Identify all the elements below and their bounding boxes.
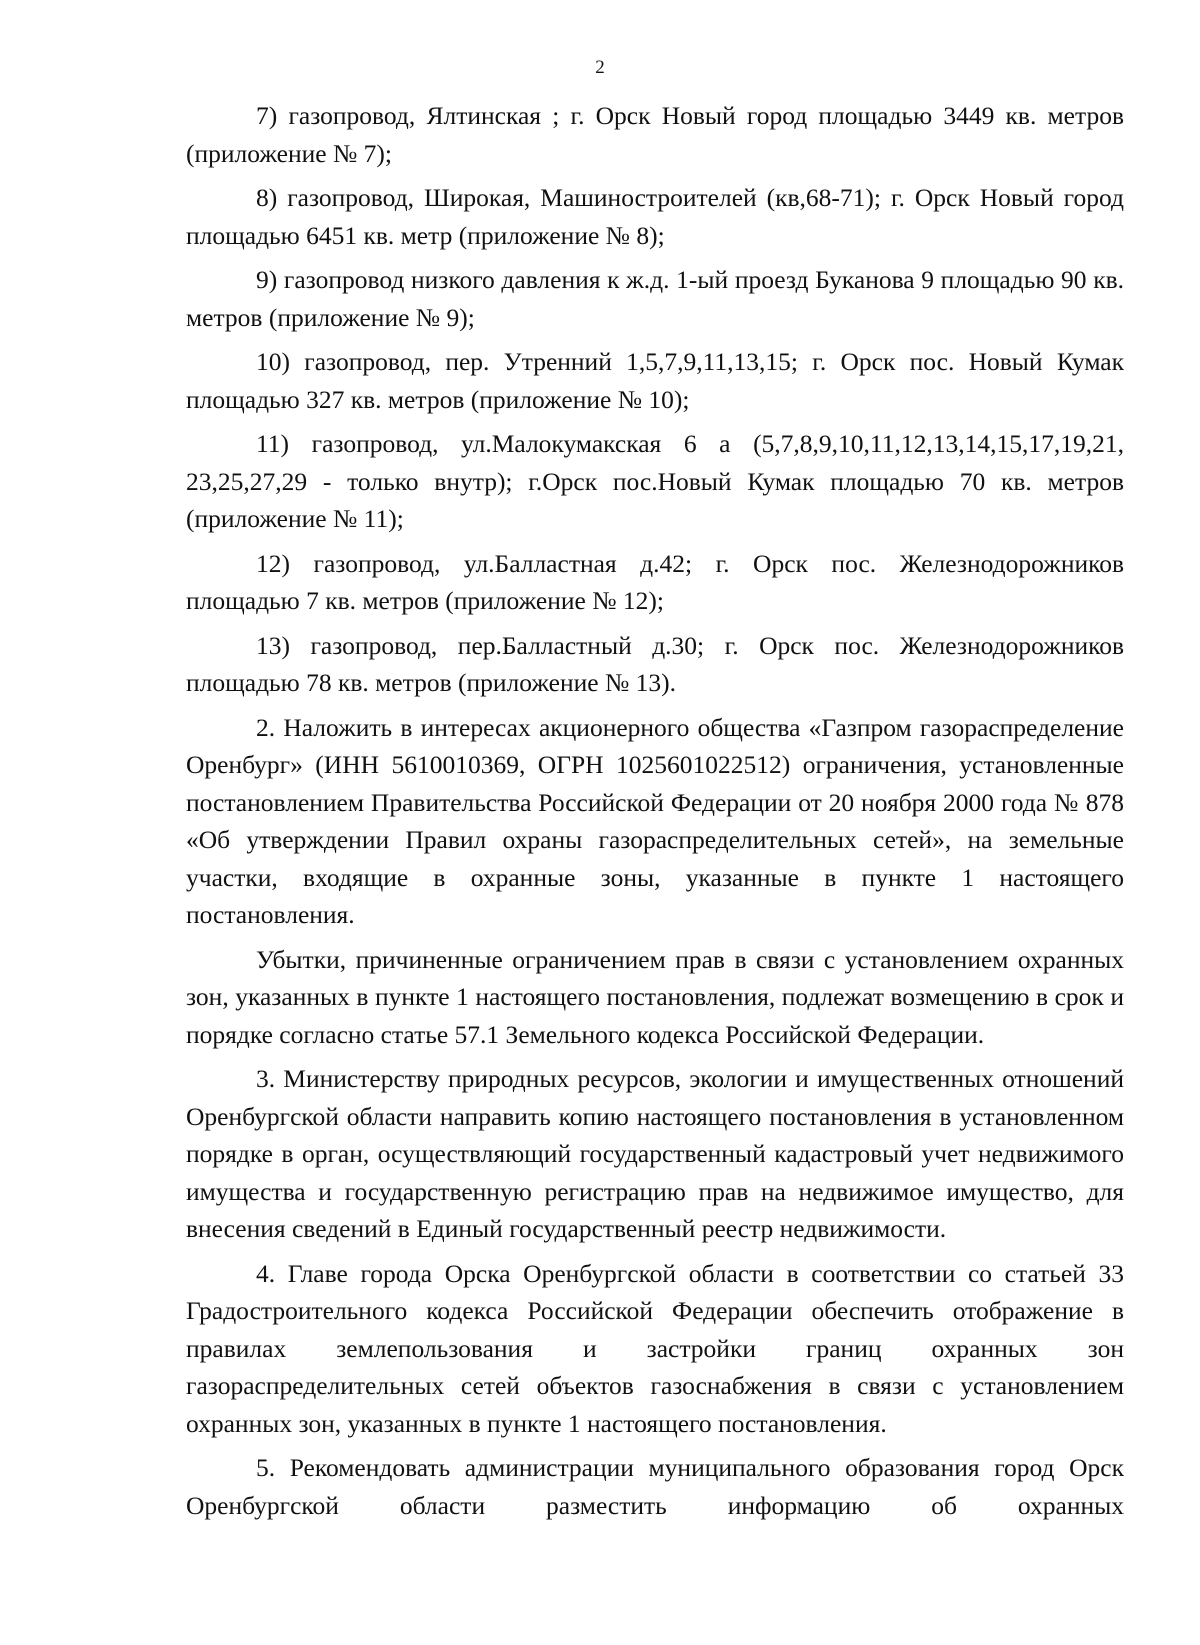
page-number: 2 [595, 57, 605, 78]
paragraph-item-10: 10) газопровод, пер. Утренний 1,5,7,9,11,13,15; г. Орск пос. Новый Кумак площадью 327 кв. метров (приложение № 10); [186, 347, 1124, 414]
paragraph-clause-5: 5. Рекомендовать администрации муниципального образования город Орск Оренбургской области разместить информацию об охранных [186, 1453, 1124, 1520]
paragraph-item-13: 13) газопровод, пер.Балластный д.30; г. Орск пос. Железнодорожников площадью 78 кв. метров (приложение № 13). [186, 630, 1124, 697]
document-body [186, 97, 1124, 1524]
paragraph-losses: Убытки, причиненные ограничением прав в связи с установлением охранных зон, указанных в пункте 1 настоящего постановления, подлежат возмещению в срок и порядке согласно статье 57.1 Земельного кодекса Российской Федерации. [186, 944, 1124, 1049]
paragraph-item-11: 11) газопровод, ул.Малокумакская 6 а (5,7,8,9,10,11,12,13,14,15,17,19,21, 23,25,27,29 - только внутр); г.Орск пос.Новый Кумак площадью 70 кв. метров (приложение № 11); [186, 429, 1124, 533]
paragraph-item-12: 12) газопровод, ул.Балластная д.42; г. Орск пос. Железнодорожников площадью 7 кв. метров (приложение № 12); [186, 548, 1124, 615]
paragraph-clause-3: 3. Министерству природных ресурсов, экологии и имущественных отношений Оренбургской области направить копию настоящего постановления в установленном порядке в орган, осуществляющий государственный кадастровый учет недвижимого имущества и государственную регистрацию прав на недвижимое имущество, для внесения сведений в Единый государственный реестр недвижимости. [186, 1064, 1124, 1243]
paragraph-clause-4: 4. Главе города Орска Оренбургской области в соответствии со статьей 33 Градостроительного кодекса Российской Федерации обеспечить отображение в правилах землепользования и застройки границ охранных зон газораспределительных сетей объектов газоснабжения в связи с установлением охранных зон, указанных в пункте 1 настоящего постановления. [186, 1258, 1124, 1438]
paragraph-clause-2: 2. Наложить в интересах акционерного общества «Газпром газораспределение Оренбург» (ИНН 5610010369, ОГРН 1025601022512) ограничения, установленные постановлением Правительства Российской Федерации от 20 ноября 2000 года № 878 «Об утверждении Правил охраны газораспределительных сетей», на земельные участки, входящие в охранные зоны, указанные в пункте 1 настоящего постановления. [186, 712, 1124, 929]
paragraph-item-7: 7) газопровод, Ялтинская ; г. Орск Новый город площадью 3449 кв. метров (приложение № 7); [186, 101, 1124, 168]
paragraph-item-8: 8) газопровод, Широкая, Машиностроителей (кв,68-71); г. Орск Новый город площадью 6451 кв. метр (приложение № 8); [186, 183, 1124, 250]
paragraph-item-9: 9) газопровод низкого давления к ж.д. 1-ый проезд Буканова 9 площадью 90 кв. метров (приложение № 9); [186, 265, 1124, 332]
